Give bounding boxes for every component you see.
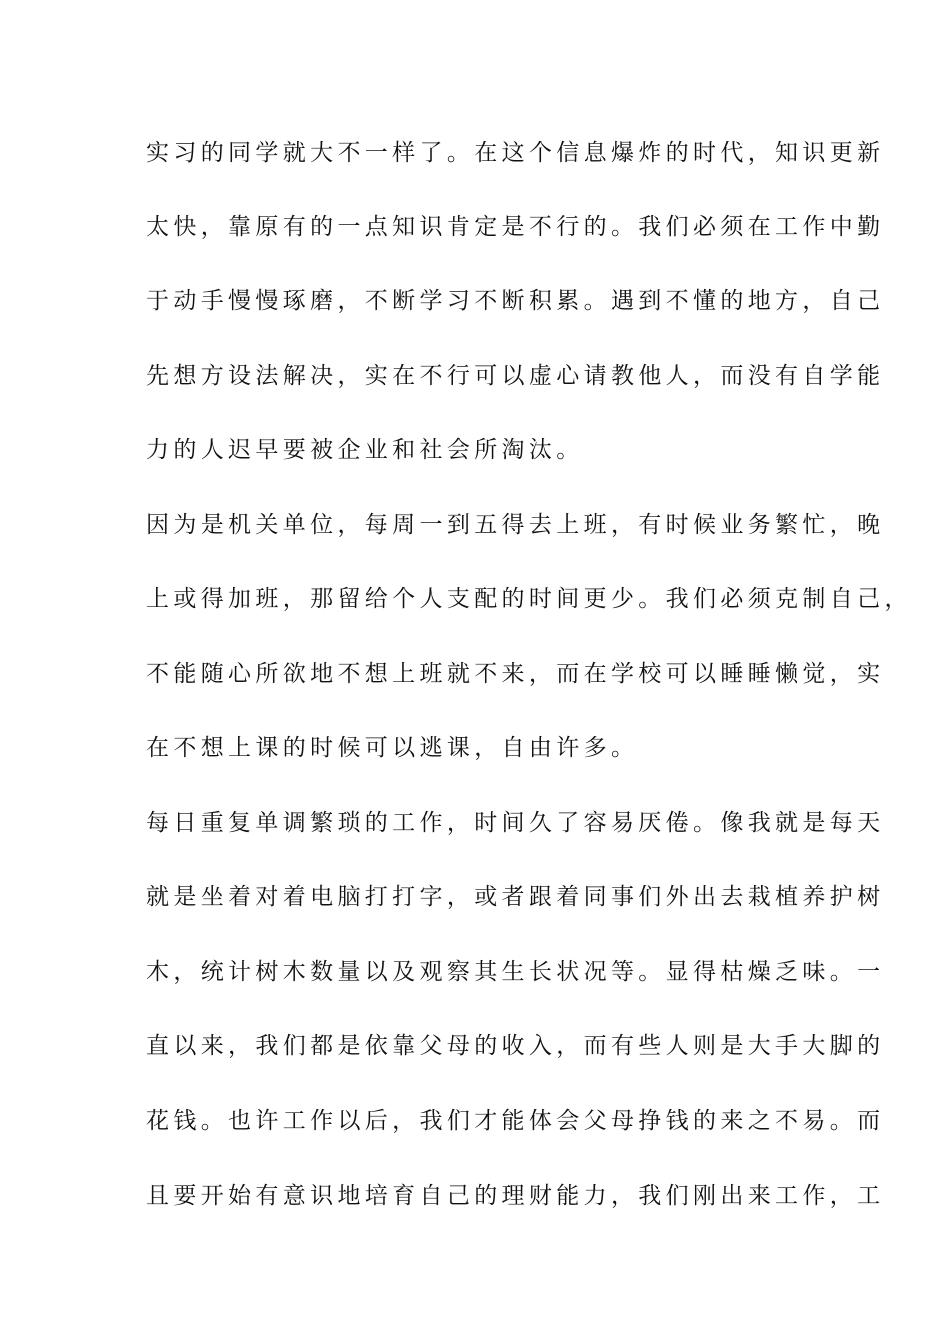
text-line-6: 因为是机关单位，每周一到五得去上班，有时候业务繁忙，晚 [146, 512, 885, 538]
text-line-1: 实习的同学就大不一样了。在这个信息爆炸的时代，知识更新 [146, 140, 885, 166]
text-line-12: 木，统计树木数量以及观察其生长状况等。显得枯燥乏味。一 [146, 959, 885, 985]
text-line-8: 不能随心所欲地不想上班就不来，而在学校可以睡睡懒觉，实 [146, 661, 885, 687]
text-line-4: 先想方设法解决，实在不行可以虚心请教他人，而没有自学能 [146, 363, 885, 389]
text-line-14: 花钱。也许工作以后，我们才能体会父母挣钱的来之不易。而 [146, 1108, 885, 1134]
text-line-11: 就是坐着对着电脑打打字，或者跟着同事们外出去栽植养护树 [146, 884, 885, 910]
text-line-7: 上或得加班，那留给个人支配的时间更少。我们必须克制自己， [146, 586, 912, 612]
text-line-13: 直以来，我们都是依靠父母的收入，而有些人则是大手大脚的 [146, 1033, 885, 1059]
text-line-3: 于动手慢慢琢磨，不断学习不断积累。遇到不懂的地方，自己 [146, 288, 885, 314]
text-line-10: 每日重复单调繁琐的工作，时间久了容易厌倦。像我就是每天 [146, 810, 885, 836]
text-line-5: 力的人迟早要被企业和社会所淘汰。 [146, 437, 584, 463]
text-line-9: 在不想上课的时候可以逃课，自由许多。 [146, 735, 639, 761]
text-line-2: 太快，靠原有的一点知识肯定是不行的。我们必须在工作中勤 [146, 214, 885, 240]
text-line-15: 且要开始有意识地培育自己的理财能力，我们刚出来工作，工 [146, 1183, 885, 1209]
